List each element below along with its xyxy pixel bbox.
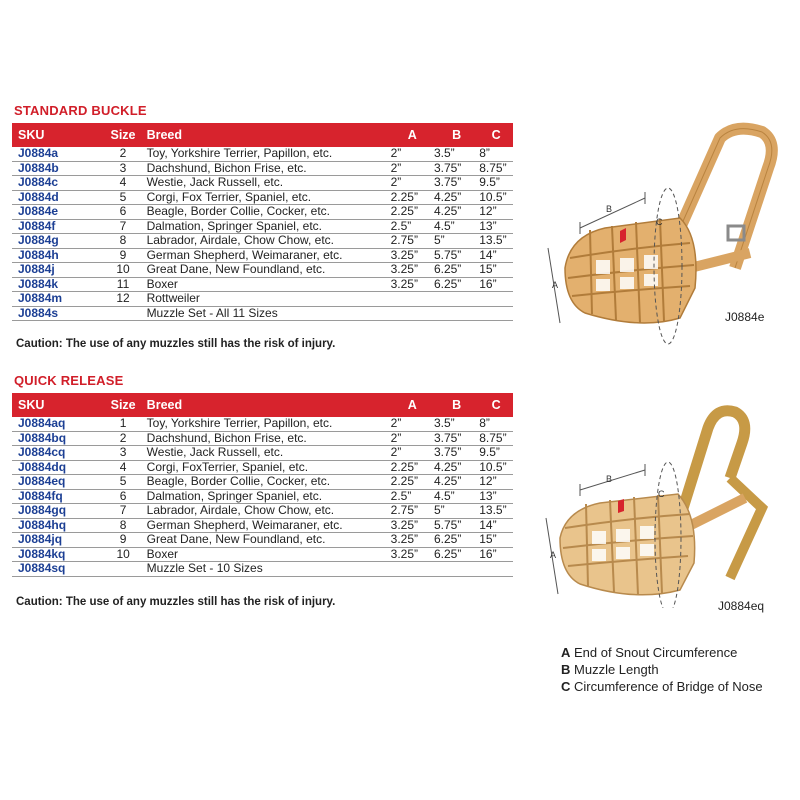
a-cell: 3.25”	[391, 547, 434, 562]
dim-b-label: B	[606, 204, 613, 214]
table-row	[12, 306, 513, 321]
breed-cell: Boxer	[147, 277, 391, 292]
b-cell: 3.5”	[434, 147, 479, 161]
c-cell: 16”	[479, 547, 513, 562]
size-cell: 8	[99, 234, 146, 249]
table-row	[12, 547, 513, 562]
header-b: B	[434, 123, 479, 147]
size-cell: 10	[99, 263, 146, 278]
a-cell: 2.5”	[391, 219, 434, 234]
header-a: A	[391, 123, 434, 147]
a-cell: 2”	[391, 161, 434, 176]
sku-cell: J0884aq	[12, 417, 100, 431]
table-row	[12, 518, 513, 533]
size-cell: 8	[100, 518, 147, 533]
size-cell: 11	[99, 277, 146, 292]
size-cell: 5	[99, 190, 146, 205]
a-cell: 2.5”	[391, 489, 434, 504]
c-cell: 8”	[479, 147, 513, 161]
b-cell: 6.25”	[434, 263, 479, 278]
breed-cell: Westie, Jack Russell, etc.	[147, 176, 391, 191]
standard-section-title: STANDARD BUCKLE	[14, 103, 147, 118]
c-cell: 13”	[479, 489, 513, 504]
breed-cell: Great Dane, New Foundland, etc.	[147, 533, 391, 548]
b-cell: 6.25”	[434, 277, 479, 292]
sku-cell: J0884h	[12, 248, 99, 263]
size-cell	[99, 306, 146, 321]
c-cell: 12”	[479, 475, 513, 490]
header-size: Size	[100, 393, 147, 417]
breed-cell: Labrador, Airdale, Chow Chow, etc.	[147, 234, 391, 249]
table-row	[12, 248, 513, 263]
sku-cell: J0884bq	[12, 431, 100, 446]
size-cell	[100, 562, 147, 577]
table-row	[12, 219, 513, 234]
size-cell: 6	[100, 489, 147, 504]
legend-key: A	[561, 645, 571, 660]
table-row	[12, 489, 513, 504]
breed-cell: Westie, Jack Russell, etc.	[147, 446, 391, 461]
sku-cell: J0884fq	[12, 489, 100, 504]
table-row	[12, 562, 513, 577]
breed-cell: Corgi, FoxTerrier, Spaniel, etc.	[147, 460, 391, 475]
b-cell: 3.75”	[434, 176, 479, 191]
size-cell: 4	[99, 176, 146, 191]
quick-table-body	[12, 417, 513, 576]
header-c: C	[479, 393, 513, 417]
standard-caution: Caution: The use of any muzzles still has the risk of injury.	[16, 338, 336, 350]
header-a: A	[391, 393, 434, 417]
c-cell	[479, 562, 513, 577]
table-row	[12, 234, 513, 249]
breed-cell: Boxer	[147, 547, 391, 562]
legend-item	[561, 661, 763, 678]
breed-cell: Beagle, Border Collie, Cocker, etc.	[147, 205, 391, 220]
table-row	[12, 475, 513, 490]
b-cell	[434, 306, 479, 321]
b-cell: 4.25”	[434, 475, 479, 490]
dim-a-label: A	[552, 280, 559, 290]
size-cell: 7	[100, 504, 147, 519]
c-cell: 8.75”	[479, 161, 513, 176]
table-header-row	[12, 393, 513, 417]
sku-cell: J0884j	[12, 263, 99, 278]
breed-cell: Toy, Yorkshire Terrier, Papillon, etc.	[147, 147, 391, 161]
table-header-row	[12, 123, 513, 147]
dimension-legend	[561, 644, 763, 695]
b-cell: 4.25”	[434, 190, 479, 205]
table-row	[12, 190, 513, 205]
sku-cell: J0884hq	[12, 518, 100, 533]
size-cell: 3	[99, 161, 146, 176]
a-cell: 3.25”	[391, 263, 434, 278]
red-tag	[618, 499, 624, 513]
b-cell: 4.25”	[434, 460, 479, 475]
sku-cell: J0884b	[12, 161, 99, 176]
c-cell: 15”	[479, 533, 513, 548]
dim-a-label: A	[550, 550, 557, 560]
b-cell: 5”	[434, 504, 479, 519]
sku-cell: J0884k	[12, 277, 99, 292]
dim-b-label: B	[606, 474, 613, 484]
c-cell	[479, 292, 513, 307]
c-cell: 14”	[479, 248, 513, 263]
c-cell: 13.5”	[479, 234, 513, 249]
a-cell	[391, 306, 434, 321]
plastic-strap	[685, 498, 745, 528]
a-cell: 2”	[391, 431, 434, 446]
header-b: B	[434, 393, 479, 417]
a-cell: 3.25”	[391, 248, 434, 263]
b-cell: 4.25”	[434, 205, 479, 220]
c-cell: 9.5”	[479, 446, 513, 461]
breed-cell: Great Dane, New Foundland, etc.	[147, 263, 391, 278]
b-cell: 4.5”	[434, 489, 479, 504]
b-cell: 3.75”	[434, 446, 479, 461]
sku-cell: J0884a	[12, 147, 99, 161]
quick-release-muzzle-illustration	[530, 398, 790, 608]
c-cell: 8”	[479, 417, 513, 431]
size-cell: 4	[100, 460, 147, 475]
b-cell: 3.5”	[434, 417, 479, 431]
legend-text: Circumference of Bridge of Nose	[574, 679, 763, 694]
size-cell: 3	[100, 446, 147, 461]
a-cell: 3.25”	[391, 277, 434, 292]
a-cell: 2.25”	[391, 190, 434, 205]
legend-key: C	[561, 679, 571, 694]
cage-body	[560, 494, 695, 595]
table-row	[12, 446, 513, 461]
breed-cell: Muzzle Set - All 11 Sizes	[147, 306, 391, 321]
sku-cell: J0884eq	[12, 475, 100, 490]
sku-cell: J0884sq	[12, 562, 100, 577]
a-cell: 2”	[391, 147, 434, 161]
a-cell: 2.75”	[391, 504, 434, 519]
header-breed: Breed	[147, 393, 391, 417]
table-row	[12, 205, 513, 220]
quick-caution: Caution: The use of any muzzles still has the risk of injury.	[16, 596, 336, 608]
a-cell: 2.25”	[391, 460, 434, 475]
b-cell: 4.5”	[434, 219, 479, 234]
b-cell: 6.25”	[434, 533, 479, 548]
a-cell: 3.25”	[391, 533, 434, 548]
figure-top-label: J0884e	[725, 310, 765, 324]
nylon-cheek-strap	[730, 478, 762, 578]
table-row	[12, 147, 513, 161]
c-cell: 12”	[479, 205, 513, 220]
b-cell	[434, 562, 479, 577]
table-row	[12, 176, 513, 191]
c-cell: 14”	[479, 518, 513, 533]
sku-cell: J0884e	[12, 205, 99, 220]
size-cell: 6	[99, 205, 146, 220]
a-cell: 2.75”	[391, 234, 434, 249]
a-cell	[391, 562, 434, 577]
c-cell: 8.75”	[479, 431, 513, 446]
header-sku: SKU	[12, 123, 99, 147]
breed-cell: Corgi, Fox Terrier, Spaniel, etc.	[147, 190, 391, 205]
table-row	[12, 504, 513, 519]
breed-cell: German Shepherd, Weimaraner, etc.	[147, 518, 391, 533]
header-c: C	[479, 123, 513, 147]
size-cell: 1	[100, 417, 147, 431]
dim-c-label: C	[656, 217, 663, 227]
c-cell	[479, 306, 513, 321]
a-cell: 2.25”	[391, 475, 434, 490]
size-cell: 2	[100, 431, 147, 446]
table-row	[12, 263, 513, 278]
table-row	[12, 292, 513, 307]
a-cell: 2”	[391, 446, 434, 461]
sku-cell: J0884g	[12, 234, 99, 249]
size-cell: 5	[100, 475, 147, 490]
c-cell: 15”	[479, 263, 513, 278]
breed-cell: Muzzle Set - 10 Sizes	[147, 562, 391, 577]
sku-cell: J0884d	[12, 190, 99, 205]
table-row	[12, 417, 513, 431]
a-cell: 2.25”	[391, 205, 434, 220]
sku-cell: J0884s	[12, 306, 99, 321]
size-cell: 12	[99, 292, 146, 307]
table-row	[12, 533, 513, 548]
size-cell: 9	[99, 248, 146, 263]
c-cell: 13”	[479, 219, 513, 234]
sku-cell: J0884kq	[12, 547, 100, 562]
a-cell: 3.25”	[391, 518, 434, 533]
breed-cell: Rottweiler	[147, 292, 391, 307]
a-cell	[391, 292, 434, 307]
header-sku: SKU	[12, 393, 100, 417]
breed-cell: German Shepherd, Weimaraner, etc.	[147, 248, 391, 263]
c-cell: 13.5”	[479, 504, 513, 519]
b-cell: 3.75”	[434, 161, 479, 176]
breed-cell: Dachshund, Bichon Frise, etc.	[147, 161, 391, 176]
sku-cell: J0884m	[12, 292, 99, 307]
c-cell: 10.5”	[479, 460, 513, 475]
table-row	[12, 431, 513, 446]
sku-cell: J0884c	[12, 176, 99, 191]
standard-buckle-table	[12, 123, 513, 321]
breed-cell: Toy, Yorkshire Terrier, Papillon, etc.	[147, 417, 391, 431]
a-cell: 2”	[391, 417, 434, 431]
c-cell: 9.5”	[479, 176, 513, 191]
c-cell: 16”	[479, 277, 513, 292]
quick-section-title: QUICK RELEASE	[14, 373, 124, 388]
table-row	[12, 161, 513, 176]
dim-c-label: C	[658, 489, 665, 499]
quick-release-table	[12, 393, 513, 577]
breed-cell: Dachshund, Bichon Frise, etc.	[147, 431, 391, 446]
sku-cell: J0884f	[12, 219, 99, 234]
breed-cell: Beagle, Border Collie, Cocker, etc.	[147, 475, 391, 490]
table-row	[12, 277, 513, 292]
legend-text: End of Snout Circumference	[574, 645, 738, 660]
c-cell: 10.5”	[479, 190, 513, 205]
figure-bottom-label: J0884eq	[718, 599, 765, 613]
size-cell: 7	[99, 219, 146, 234]
a-cell: 2”	[391, 176, 434, 191]
b-cell: 5”	[434, 234, 479, 249]
dim-b-line	[580, 464, 645, 496]
legend-item	[561, 644, 763, 661]
b-cell: 6.25”	[434, 547, 479, 562]
breed-cell: Dalmation, Springer Spaniel, etc.	[147, 489, 391, 504]
legend-text: Muzzle Length	[574, 662, 659, 677]
b-cell: 3.75”	[434, 431, 479, 446]
b-cell	[434, 292, 479, 307]
breed-cell: Dalmation, Springer Spaniel, etc.	[147, 219, 391, 234]
breed-cell: Labrador, Airdale, Chow Chow, etc.	[147, 504, 391, 519]
legend-item	[561, 678, 763, 695]
sku-cell: J0884dq	[12, 460, 100, 475]
standard-table-body	[12, 147, 513, 321]
b-cell: 5.75”	[434, 518, 479, 533]
sku-cell: J0884cq	[12, 446, 100, 461]
sku-cell: J0884gq	[12, 504, 100, 519]
table-row	[12, 460, 513, 475]
legend-key: B	[561, 662, 571, 677]
size-cell: 10	[100, 547, 147, 562]
sku-cell: J0884jq	[12, 533, 100, 548]
size-cell: 2	[99, 147, 146, 161]
header-breed: Breed	[147, 123, 391, 147]
size-cell: 9	[100, 533, 147, 548]
b-cell: 5.75”	[434, 248, 479, 263]
header-size: Size	[99, 123, 146, 147]
